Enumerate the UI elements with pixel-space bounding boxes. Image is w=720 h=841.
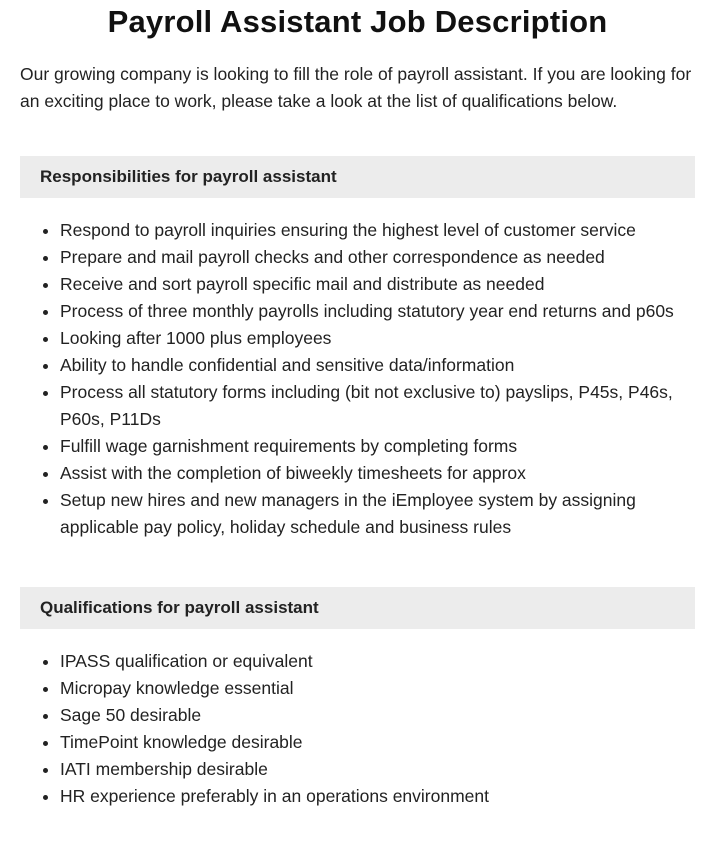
list-item: • Process of three monthly payrolls including statutory year end returns and p60s: [60, 298, 695, 325]
list-item: • Ability to handle confidential and sensitive data/information: [60, 352, 695, 379]
list-item: • Sage 50 desirable: [60, 702, 695, 729]
list-item: • HR experience preferably in an operations environment: [60, 783, 695, 810]
list-item: • Process all statutory forms including (bit not exclusive to) payslips, P45s, P46s, P60s, P11Ds: [60, 379, 695, 433]
qualifications-list: [20, 648, 695, 810]
list-item: • Assist with the completion of biweekly timesheets for approx: [60, 460, 695, 487]
responsibilities-heading: Responsibilities for payroll assistant: [20, 156, 695, 198]
list-item: • Looking after 1000 plus employees: [60, 325, 695, 352]
intro-paragraph: Our growing company is looking to fill the role of payroll assistant. If you are looking for an exciting place to work, please take a look at the list of qualifications below.: [20, 64, 692, 111]
page-title: Payroll Assistant Job Description: [107, 4, 608, 39]
list-item: • IPASS qualification or equivalent: [60, 648, 695, 675]
list-item: • Micropay knowledge essential: [60, 675, 695, 702]
list-item: • IATI membership desirable: [60, 756, 695, 783]
list-item: • Fulfill wage garnishment requirements by completing forms: [60, 433, 695, 460]
list-item: • Receive and sort payroll specific mail and distribute as needed: [60, 271, 695, 298]
list-item: • Respond to payroll inquiries ensuring the highest level of customer service: [60, 217, 695, 244]
responsibilities-list: [20, 217, 695, 541]
list-item: • Prepare and mail payroll checks and other correspondence as needed: [60, 244, 695, 271]
list-item: • Setup new hires and new managers in the iEmployee system by assigning applicable pay policy, holiday schedule and business rules: [60, 487, 695, 541]
qualifications-heading: Qualifications for payroll assistant: [20, 587, 695, 629]
list-item: • TimePoint knowledge desirable: [60, 729, 695, 756]
